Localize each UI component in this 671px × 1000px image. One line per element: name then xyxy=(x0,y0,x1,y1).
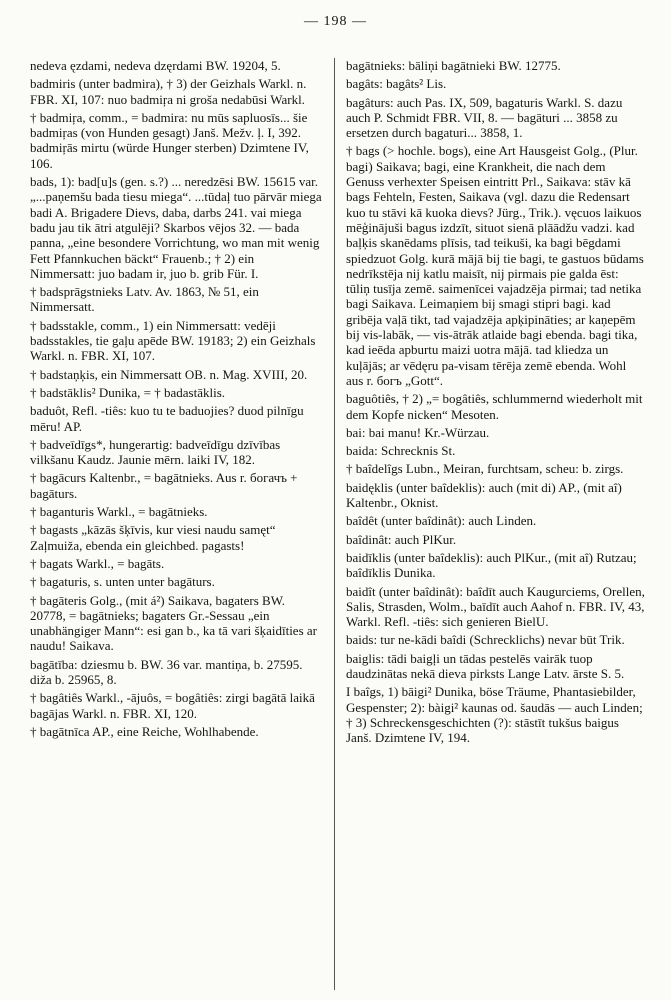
dictionary-entry: baiglis: tādi baigļi un tādas pestelēs vairāk tuop daudzinātas nekā dieva pirksts Lange Latv. ārste S. 5. xyxy=(346,650,625,681)
page-number: — 198 — xyxy=(304,14,367,29)
dictionary-entry: † bags (> hochle. bogs), eine Art Hausgeist Golg., (Plur. bagi) Saikava; bagi, eine Krankheit, die nach dem Genuss verhexter Speisen eintritt Prl., Saikava: stāv kā bags Fehteln, Festen, Saikava (vgl. dazu die Redensart kuo tu stāvi kā kuoka dievs? Jürg., Trik.). vęcuos laikuos mēģinājuši bagus izdzīt, situot sienā plāādžu vadzi. kad baļķis skanēdams plīsis, tad teikuši, ka bagi bēgdami spiedzuot Golg. kurā mājā bij tie bagi, te gastuos būdams nedrīkstēja nij katlu maisīt, nij pirmais pie galda ēst: tūliņ tusīja zemē. saimenīcei vajadzēja pirmai; tad netika bagi Saikava. Leimaņiem bij smagi stipri bagi. kad gribēja vaļā tikt, tad vajadzēja apķipināties; ar kaņepēm bij vis-labāk, — vis-ātrāk atlaide bagi ebenda. bagi tika, kad ieēda apburtu maizi uotra mājā. tad kliedza un kuļājās; ar vēdęru pa-visam tērēja zemē ebenda. Wohl aus r. богъ „Gott“. xyxy=(346,143,644,388)
dictionary-entry: baids: tur ne-kādi baîdi (Schrecklichs) nevar būt Trik. xyxy=(346,632,625,648)
dictionary-entry: baîdinât: auch PlKur. xyxy=(346,531,457,547)
dictionary-entry: † bagātnīca AP., eine Reiche, Wohlhabende. xyxy=(30,723,259,739)
dictionary-entry: I baîgs, 1) bāigi² Dunika, böse Träume, Phantasiebilder, Gespenster; 2): bàigi² kaunas od. šaudās — auch Linden; † 3) Schreckensgeschichten (?): stāstīt tukšus baigus Janš. Dzimtene IV, 194. xyxy=(346,684,643,746)
dictionary-entry: nedeva ęzdami, nedeva dzęrdami BW. 19204, 5. xyxy=(30,58,281,73)
dictionary-entry: † baganturis Warkl., = bagātnieks. xyxy=(30,504,208,520)
dictionary-entry: † badveīdīgs*, hungerartig: badveīdīgu dzīvības vilkšanu Kaudz. Jaunie mērn. laiki IV, 182. xyxy=(30,436,281,468)
dictionary-entry: baidīklis (unter baîdeklis): auch PlKur., (mit aî) Rutzau; baîdīklis Dunika. xyxy=(346,549,637,581)
dictionary-entry: baidęklis (unter baîdeklis): auch (mit di) AP., (mit aî) Kaltenbr., Oknist. xyxy=(346,479,622,511)
dictionary-entry: † bagats Warkl., = bagāts. xyxy=(30,555,165,571)
dictionary-entry: † baîdelîgs Lubn., Meiran, furchtsam, scheu: b. zirgs. xyxy=(346,461,624,477)
dictionary-entry: bagâts: bagâts² Lis. xyxy=(346,76,447,92)
dictionary-entry: † bagasts „kāzās šķīvis, kur viesi naudu samęt“ Zaļmuiža, ebenda ein gleichbed. pagasts! xyxy=(30,522,276,553)
dictionary-entry: baîdêt (unter baîdinât): auch Linden. xyxy=(346,513,537,529)
left-column xyxy=(30,58,322,992)
dictionary-entry: bagātība: dziesmu b. BW. 36 var. mantiņa, b. 27595. diža b. 25965, 8. xyxy=(30,656,303,687)
column-divider xyxy=(334,58,335,990)
dictionary-entry: † bagâtiês Warkl., -ājuôs, = bogâtiês: zirgi bagātā laikā bagājas Warkl. n. FBR. XI, 120. xyxy=(30,690,315,721)
dictionary-entry: baduôt, Refl. -tiês: kuo tu te baduojies? duod pilnīgu mēru! AP. xyxy=(30,403,304,434)
dictionary-entry: † badsstakle, comm., 1) ein Nimmersatt: vedēji badsstakles, tie gaļu apēde BW. 19183; 2) ein Geizhals Warkl. n. FBR. XI, 107. xyxy=(30,317,316,364)
dictionary-entry: bagâturs: auch Pas. IX, 509, bagaturis Warkl. S. dazu auch P. Schmidt FBR. VII, 8. — bagāturi ... 3858 zu ersetzen durch bagaturi... 3858, 1. xyxy=(346,94,623,141)
dictionary-entry: † bagaturis, s. unten unter bagāturs. xyxy=(30,574,215,590)
dictionary-entry: † bagācurs Kaltenbr., = bagātnieks. Aus r. богачъ + bagāturs. xyxy=(30,470,298,501)
dictionary-entry: baida: Schrecknis St. xyxy=(346,443,456,459)
dictionary-entry: bads, 1): bad[u]s (gen. s.?) ... neredzēsi BW. 15615 var. „...paņemšu bada tiesu miega“. ...tūdaļ tuo pārvār miega badi A. Brigadere Dievs, daba, darbs 241. vai miega badu jau tik ātri atgulēji? Skarbos vējos 32. — bada panna, „eine besondere Vorrichtung, wo man mit wenig Fett Pfannkuchen bäckt“ Frauenb.; † 2) ein Nimmersatt: juo badam ir, juo b. grib Für. I. xyxy=(30,174,322,281)
dictionary-entry: baidît (unter baîdinât): baîdīt auch Kaugurciems, Orellen, Salis, Strasden, Wolm., baīdīt auch Aahof n. FBR. IV, 43, Warkl. Refl. -tiês: sich genieren BielU. xyxy=(346,583,645,630)
dictionary-entry: bagātnieks: bāliņi bagātnieki BW. 12775. xyxy=(346,58,561,73)
dictionary-entry: bai: bai manu! Kr.-Würzau. xyxy=(346,424,490,440)
dictionary-entry: † bagāteris Golg., (mit á²) Saikava, bagaters BW. 20778, = bagātnieks; bagaters Gr.-Sessau „ein unabhängiger Mann“: esi gan b., ka tā vari šķaidīties ar naudu! Saikava. xyxy=(30,592,317,654)
dictionary-entry: baguôtiês, † 2) „= bogâtiês, schlummernd wiederholt mit dem Kopfe nicken“ Mesoten. xyxy=(346,391,643,422)
dictionary-entry: † badstaņķis, ein Nimmersatt OB. n. Mag. XVIII, 20. xyxy=(30,366,308,382)
dictionary-entry: badmiris (unter badmira), † 3) der Geizhals Warkl. n. FBR. XI, 107: nuo badmiŗa ni groša nedabūsi Warkl. xyxy=(30,76,307,107)
right-column xyxy=(346,58,645,992)
dictionary-entry: † badsprāgstnieks Latv. Av. 1863, № 51, ein Nimmersatt. xyxy=(30,284,259,315)
dictionary-entry: † badstāklis² Dunika, = † badastāklis. xyxy=(30,384,226,400)
dictionary-entry: † badmiŗa, comm., = badmira: nu mūs sapluosīs... šie badmiŗas (von Hunden gesagt) Janš. Mežv. ļ. I, 392. badmiŗās mirtu (würde Hunger sterben) Dzimtene IV, 106. xyxy=(30,109,309,171)
